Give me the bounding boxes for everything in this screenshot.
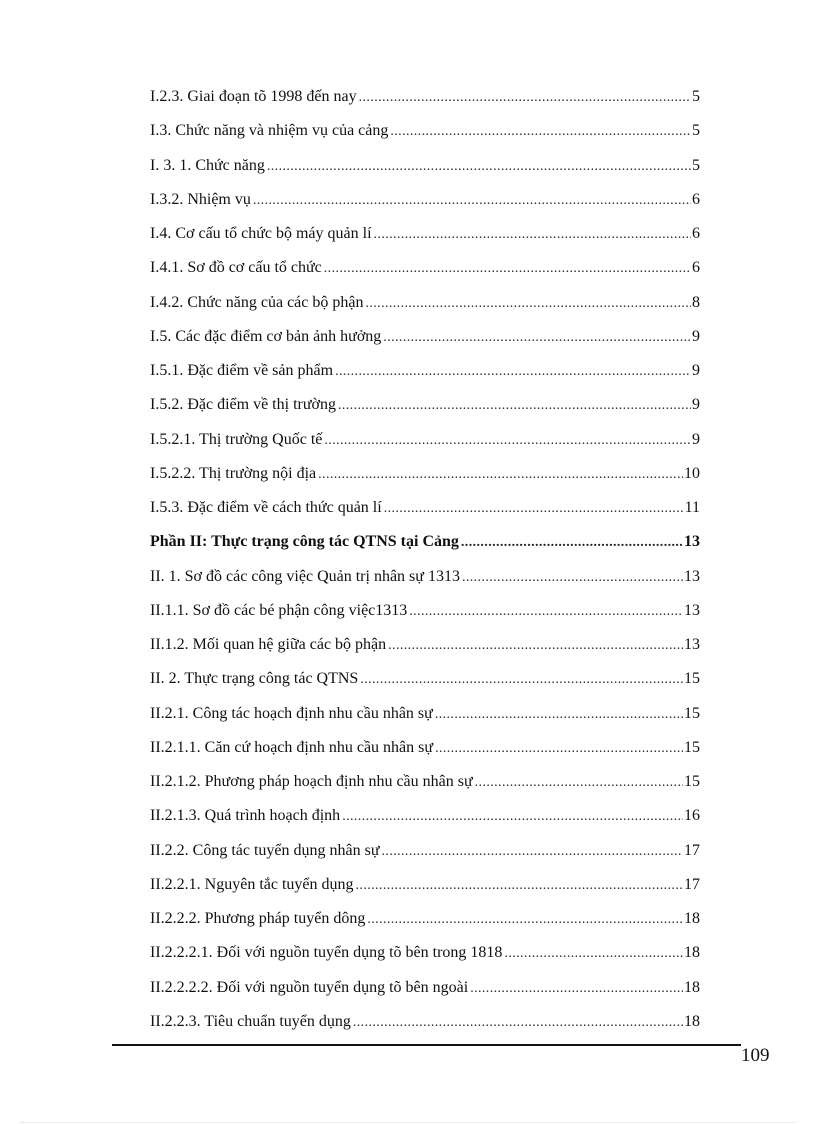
- toc-entry-title: II.2.2.3. Tiêu chuẩn tuyển dụng: [150, 1012, 351, 1030]
- toc-dot-leader: [318, 458, 683, 492]
- toc-entry-title: I.5.2. Đặc điểm về thị trường: [150, 396, 336, 414]
- toc-entry-page: 5: [692, 88, 700, 105]
- toc-entry-title: II.1.2. Mối quan hệ giữa các bộ phận: [150, 636, 387, 653]
- table-of-contents: [150, 80, 700, 1039]
- toc-entry-page: 13: [684, 636, 700, 653]
- toc-entry-page: 18: [684, 910, 700, 927]
- toc-entry-page: 6: [692, 259, 700, 277]
- toc-entry-page: 15: [684, 670, 700, 688]
- toc-entry-page: 9: [692, 362, 700, 379]
- toc-entry-title: II.2.2.1. Nguyên tắc tuyển dụng: [150, 875, 354, 893]
- toc-entry-page: 15: [684, 738, 700, 756]
- toc-dot-leader: [470, 972, 683, 1006]
- toc-entry: [150, 149, 700, 183]
- toc-entry: [150, 868, 700, 902]
- toc-entry-title: I.4.1. Sơ đồ cơ cấu tổ chức: [150, 259, 322, 277]
- toc-entry: [150, 491, 700, 525]
- toc-dot-leader: [338, 389, 691, 423]
- toc-entry: [150, 560, 700, 594]
- toc-dot-leader: [353, 1006, 683, 1040]
- toc-entry: [150, 594, 700, 628]
- toc-entry-page: 13: [684, 567, 700, 585]
- toc-entry: [150, 388, 700, 422]
- toc-entry-page: 9: [692, 327, 700, 345]
- toc-entry: [150, 114, 700, 148]
- toc-entry: [150, 765, 700, 799]
- toc-dot-leader: [374, 218, 691, 252]
- toc-entry: [150, 799, 700, 833]
- toc-entry-title: II.2.2.2.1. Đối với nguồn tuyển dụng tõ bên trong 1818: [150, 944, 503, 962]
- toc-entry-title: I.5.2.2. Thị trường nội địa: [150, 464, 317, 482]
- toc-entry: [150, 457, 700, 491]
- toc-entry-title: I.5.2.1. Thị trường Quốc tế: [150, 430, 323, 448]
- toc-entry: [150, 936, 700, 970]
- toc-dot-leader: [359, 81, 691, 115]
- toc-dot-leader: [435, 732, 683, 766]
- toc-dot-leader: [335, 355, 691, 389]
- toc-entry-page: 16: [684, 807, 700, 825]
- toc-dot-leader: [388, 629, 683, 663]
- toc-entry: [150, 731, 700, 765]
- toc-entry: [150, 183, 700, 217]
- toc-entry-page: 5: [692, 156, 700, 174]
- toc-entry: [150, 251, 700, 285]
- toc-entry-title: II.1.1. Sơ đồ các bé phận công việc1313: [150, 601, 408, 619]
- toc-dot-leader: [360, 663, 683, 697]
- toc-entry-page: 8: [692, 293, 700, 311]
- toc-entry: [150, 320, 700, 354]
- toc-entry-title: II. 1. Sơ đồ các công việc Quản trị nhân sự 1313: [150, 567, 460, 585]
- toc-dot-leader: [461, 526, 683, 560]
- toc-entry: [150, 662, 700, 696]
- toc-entry: [150, 286, 700, 320]
- toc-dot-leader: [383, 321, 691, 355]
- toc-dot-leader: [356, 869, 683, 903]
- toc-entry-title: I. 3. 1. Chức năng: [150, 156, 265, 174]
- toc-dot-leader: [435, 698, 683, 732]
- toc-dot-leader: [342, 800, 683, 834]
- toc-entry: [150, 354, 700, 388]
- toc-dot-leader: [462, 561, 683, 595]
- toc-entry-page: 9: [692, 430, 700, 448]
- toc-entry: [150, 834, 700, 868]
- toc-dot-leader: [253, 184, 691, 218]
- toc-entry-page: 6: [692, 225, 700, 242]
- toc-entry-page: 17: [684, 841, 700, 859]
- toc-dot-leader: [367, 903, 683, 937]
- toc-entry-title: I.5.3. Đặc điểm về cách thức quản lí: [150, 499, 382, 516]
- toc-entry: [150, 217, 700, 251]
- toc-entry-title: II. 2. Thực trạng công tác QTNS: [150, 670, 359, 688]
- toc-dot-leader: [324, 424, 691, 458]
- toc-dot-leader: [365, 287, 691, 321]
- toc-entry-page: 17: [684, 875, 700, 893]
- toc-entry-title: I.2.3. Giai đoạn tõ 1998 đến nay: [150, 88, 357, 105]
- toc-entry: [150, 628, 700, 662]
- toc-entry-title: II.2.1.1. Căn cứ hoạch định nhu cầu nhân sự: [150, 738, 434, 756]
- page-number: 109: [741, 1045, 770, 1066]
- toc-dot-leader: [382, 835, 683, 869]
- toc-entry: [150, 1005, 700, 1039]
- toc-entry-page: 6: [692, 190, 700, 208]
- toc-entry-title: I.4. Cơ cấu tổ chức bộ máy quản lí: [150, 225, 372, 242]
- toc-dot-leader: [390, 115, 691, 149]
- footer-rule: [112, 1044, 741, 1046]
- toc-dot-leader: [267, 150, 691, 184]
- toc-entry-title: II.2.2. Công tác tuyển dụng nhân sự: [150, 841, 380, 859]
- toc-entry-title: II.2.2.2. Phương pháp tuyển dông: [150, 910, 366, 927]
- toc-entry-title: II.2.1. Công tác hoạch định nhu cầu nhân sự: [150, 704, 433, 722]
- toc-entry: [150, 525, 700, 559]
- toc-entry-title: I.3.2. Nhiệm vụ: [150, 190, 251, 208]
- toc-entry-page: 13: [684, 601, 700, 619]
- toc-entry-page: 18: [684, 978, 700, 996]
- toc-entry-page: 13: [684, 533, 700, 551]
- toc-entry-title: I.3. Chức năng và nhiệm vụ của cảng: [150, 122, 389, 140]
- toc-entry-title: I.5. Các đặc điểm cơ bản ảnh hưởng: [150, 327, 382, 345]
- toc-entry-title: II.2.1.2. Phương pháp hoạch định nhu cầu nhân sự: [150, 773, 473, 790]
- toc-entry: [150, 971, 700, 1005]
- toc-dot-leader: [324, 252, 691, 286]
- toc-entry-title: I.4.2. Chức năng của các bộ phận: [150, 293, 364, 311]
- toc-dot-leader: [384, 492, 684, 526]
- toc-entry-title: I.5.1. Đặc điểm về sản phẩm: [150, 362, 334, 379]
- toc-entry-page: 11: [684, 499, 700, 516]
- toc-entry-page: 15: [684, 704, 700, 722]
- toc-entry-page: 18: [684, 944, 700, 962]
- toc-entry: [150, 80, 700, 114]
- toc-entry: [150, 697, 700, 731]
- toc-entry-page: 15: [684, 773, 700, 790]
- toc-dot-leader: [409, 595, 683, 629]
- toc-entry: [150, 902, 700, 936]
- toc-entry-title: II.2.2.2.2. Đối với nguồn tuyển dụng tõ bên ngoài: [150, 978, 469, 996]
- toc-dot-leader: [475, 766, 683, 800]
- toc-entry-page: 9: [692, 396, 700, 414]
- toc-entry-page: 18: [684, 1012, 700, 1030]
- toc-dot-leader: [504, 937, 683, 971]
- toc-entry-title: II.2.1.3. Quá trình hoạch định: [150, 807, 341, 825]
- toc-entry-page: 5: [692, 122, 700, 140]
- toc-entry: [150, 423, 700, 457]
- toc-entry-title: Phần II: Thực trạng công tác QTNS tại Cảng: [150, 533, 459, 551]
- toc-entry-page: 10: [684, 464, 700, 482]
